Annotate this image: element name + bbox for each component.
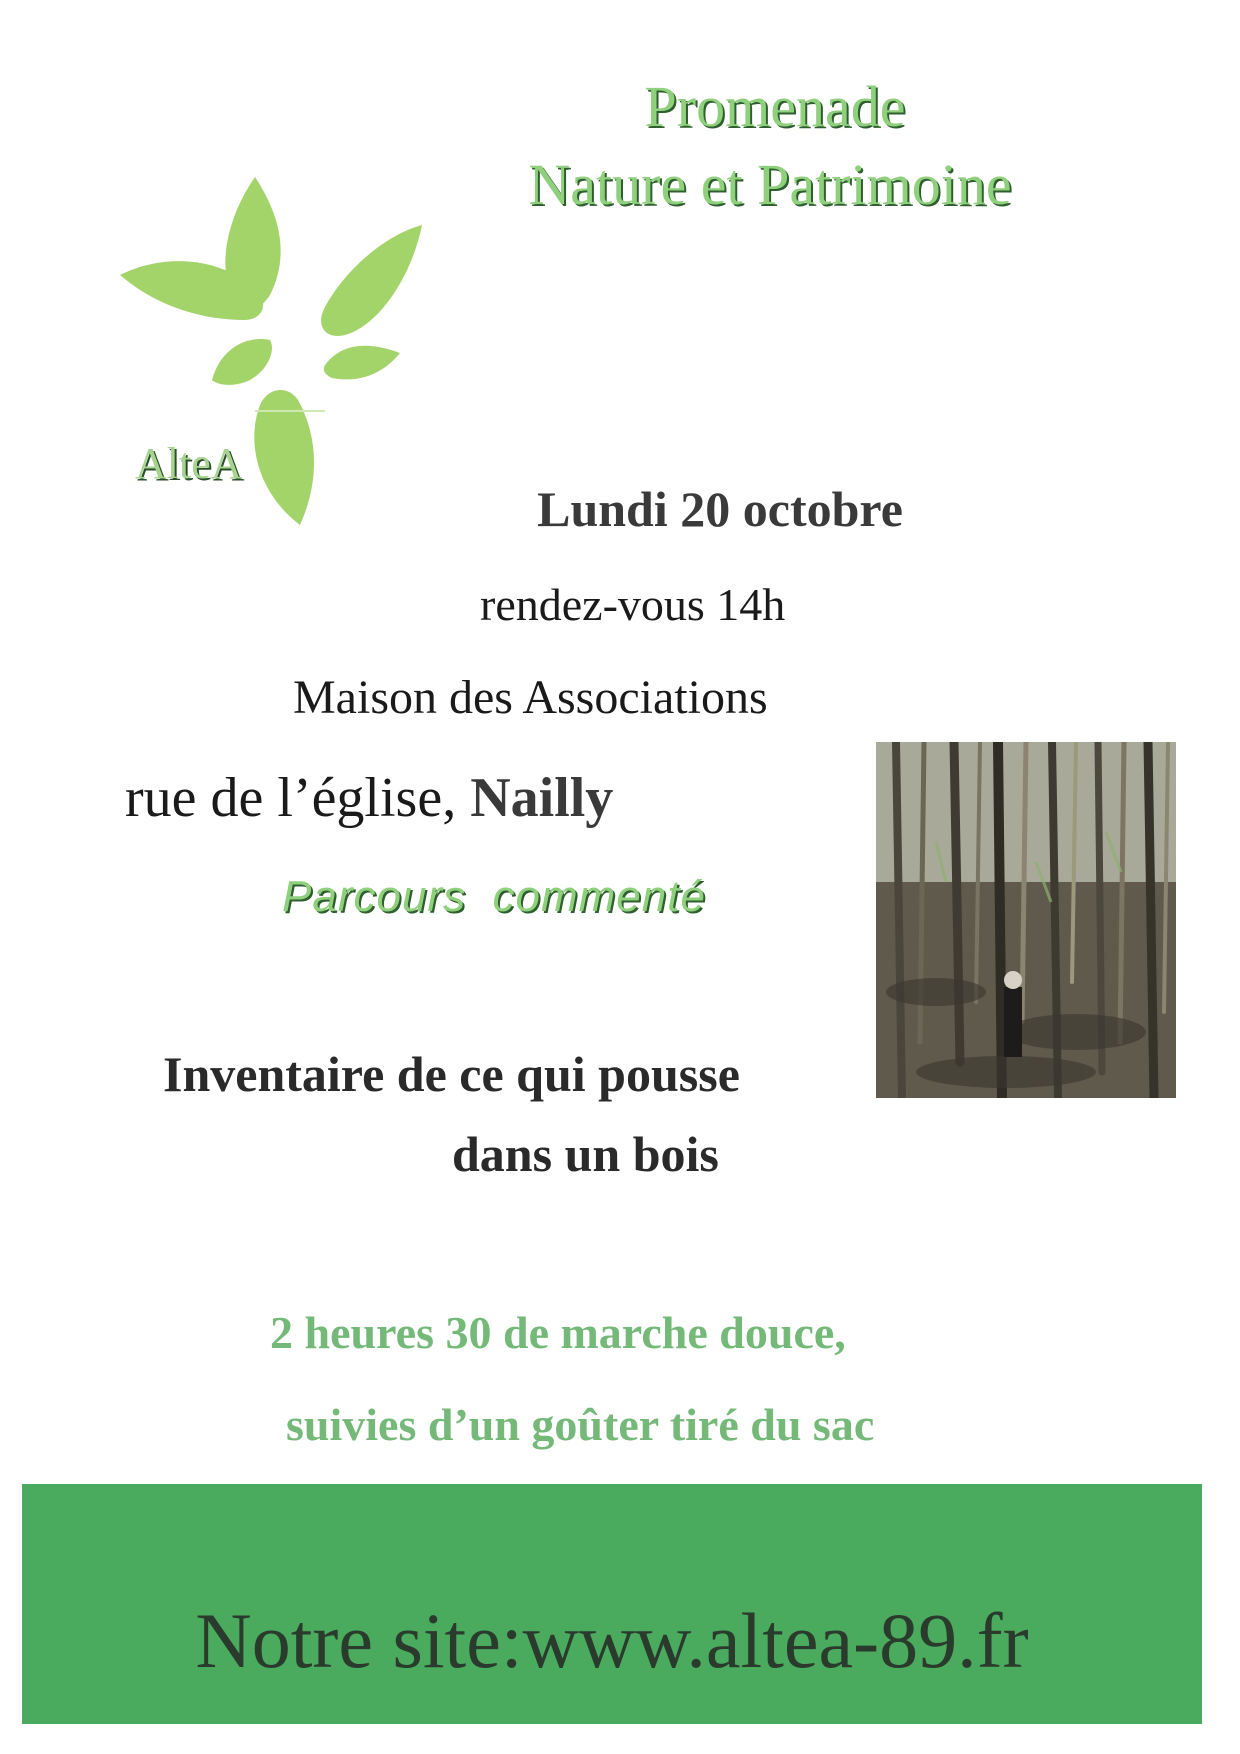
topic-line-1: Inventaire de ce qui pousse [163,1046,740,1102]
tour-type: Parcours commenté [282,872,706,921]
leaf-small-left [212,339,272,385]
topic-line-2: dans un bois [452,1126,719,1182]
event-street: rue de l’église, [125,767,457,829]
title-line-1: Promenade [644,74,906,139]
website-text: Notre site:www.altea-89.fr [195,1597,1029,1684]
event-place: Maison des Associations [293,671,768,724]
leaf-small-right [324,346,400,380]
forest-photo [876,742,1176,1098]
footer-band [22,1484,1202,1724]
walk-line-1: 2 heures 30 de marche douce, [270,1307,846,1358]
event-town: Nailly [470,767,614,829]
walk-line-2: suivies d’un goûter tiré du sac [286,1399,875,1450]
leaf-upper-right [321,225,422,336]
logo-text: AlteA [135,439,243,488]
event-time: rendez-vous 14h [480,579,786,630]
event-address [125,766,613,830]
forest-photo-icon [876,742,1176,1098]
title-line-2: Nature et Patrimoine [528,152,1012,217]
event-date: Lundi 20 octobre [537,481,903,537]
